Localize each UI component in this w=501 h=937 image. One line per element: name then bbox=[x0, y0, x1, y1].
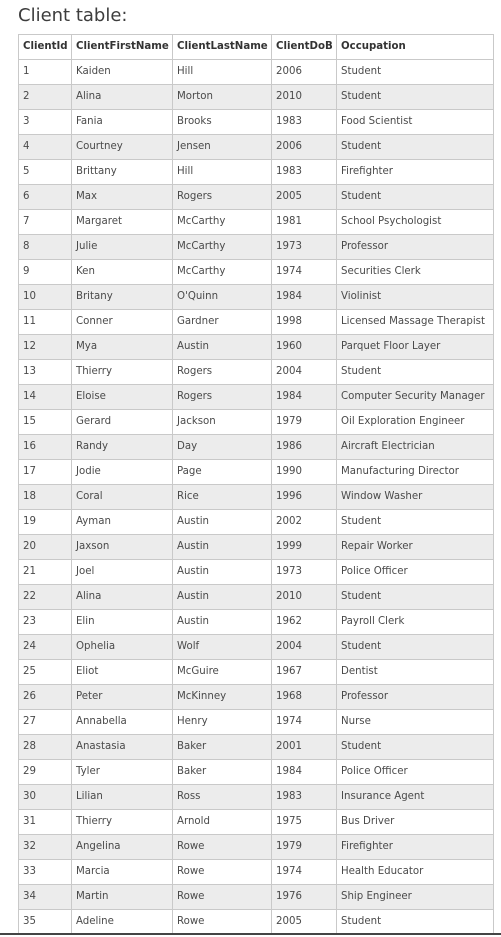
cell-occupation: Police Officer bbox=[337, 560, 494, 585]
cell-client-id: 13 bbox=[19, 360, 72, 385]
cell-first-name: Ken bbox=[72, 260, 173, 285]
cell-client-id: 12 bbox=[19, 335, 72, 360]
cell-client-id: 27 bbox=[19, 710, 72, 735]
cell-first-name: Randy bbox=[72, 435, 173, 460]
cell-occupation: Licensed Massage Therapist bbox=[337, 310, 494, 335]
cell-occupation: Insurance Agent bbox=[337, 785, 494, 810]
cell-last-name: Brooks bbox=[173, 110, 272, 135]
cell-dob: 1974 bbox=[272, 260, 337, 285]
cell-occupation: Bus Driver bbox=[337, 810, 494, 835]
cell-occupation: Securities Clerk bbox=[337, 260, 494, 285]
cell-occupation: Manufacturing Director bbox=[337, 460, 494, 485]
cell-last-name: Jensen bbox=[173, 135, 272, 160]
cell-client-id: 8 bbox=[19, 235, 72, 260]
cell-last-name: Baker bbox=[173, 735, 272, 760]
cell-last-name: Henry bbox=[173, 710, 272, 735]
cell-occupation: School Psychologist bbox=[337, 210, 494, 235]
cell-dob: 2005 bbox=[272, 185, 337, 210]
cell-first-name: Julie bbox=[72, 235, 173, 260]
cell-first-name: Conner bbox=[72, 310, 173, 335]
cell-last-name: Morton bbox=[173, 85, 272, 110]
table-row bbox=[19, 635, 494, 660]
cell-occupation: Health Educator bbox=[337, 860, 494, 885]
cell-client-id: 18 bbox=[19, 485, 72, 510]
cell-occupation: Dentist bbox=[337, 660, 494, 685]
cell-client-id: 9 bbox=[19, 260, 72, 285]
table-row bbox=[19, 585, 494, 610]
cell-dob: 1984 bbox=[272, 385, 337, 410]
table-row bbox=[19, 535, 494, 560]
cell-client-id: 22 bbox=[19, 585, 72, 610]
cell-first-name: Adeline bbox=[72, 910, 173, 935]
cell-first-name: Ayman bbox=[72, 510, 173, 535]
cell-client-id: 2 bbox=[19, 85, 72, 110]
cell-first-name: Mya bbox=[72, 335, 173, 360]
client-table bbox=[18, 34, 494, 935]
cell-client-id: 4 bbox=[19, 135, 72, 160]
cell-last-name: Rowe bbox=[173, 860, 272, 885]
cell-dob: 1986 bbox=[272, 435, 337, 460]
cell-last-name: Rice bbox=[173, 485, 272, 510]
cell-dob: 1973 bbox=[272, 235, 337, 260]
cell-last-name: Austin bbox=[173, 560, 272, 585]
cell-first-name: Thierry bbox=[72, 810, 173, 835]
cell-dob: 1976 bbox=[272, 885, 337, 910]
cell-last-name: Day bbox=[173, 435, 272, 460]
cell-client-id: 34 bbox=[19, 885, 72, 910]
cell-first-name: Eloise bbox=[72, 385, 173, 410]
cell-client-id: 24 bbox=[19, 635, 72, 660]
cell-occupation: Firefighter bbox=[337, 160, 494, 185]
cell-first-name: Fania bbox=[72, 110, 173, 135]
cell-dob: 1968 bbox=[272, 685, 337, 710]
cell-client-id: 21 bbox=[19, 560, 72, 585]
cell-last-name: Rogers bbox=[173, 385, 272, 410]
cell-occupation: Ship Engineer bbox=[337, 885, 494, 910]
table-row bbox=[19, 810, 494, 835]
cell-dob: 1999 bbox=[272, 535, 337, 560]
cell-first-name: Alina bbox=[72, 585, 173, 610]
cell-first-name: Elin bbox=[72, 610, 173, 635]
cell-dob: 1974 bbox=[272, 860, 337, 885]
cell-dob: 1975 bbox=[272, 810, 337, 835]
cell-first-name: Brittany bbox=[72, 160, 173, 185]
cell-first-name: Joel bbox=[72, 560, 173, 585]
cell-dob: 2010 bbox=[272, 585, 337, 610]
table-body bbox=[19, 60, 494, 935]
cell-client-id: 3 bbox=[19, 110, 72, 135]
cell-client-id: 14 bbox=[19, 385, 72, 410]
cell-dob: 1962 bbox=[272, 610, 337, 635]
cell-dob: 1979 bbox=[272, 410, 337, 435]
table-row bbox=[19, 735, 494, 760]
cell-last-name: McKinney bbox=[173, 685, 272, 710]
cell-dob: 1979 bbox=[272, 835, 337, 860]
table-row bbox=[19, 560, 494, 585]
cell-client-id: 5 bbox=[19, 160, 72, 185]
table-row bbox=[19, 860, 494, 885]
cell-occupation: Student bbox=[337, 635, 494, 660]
cell-last-name: Rowe bbox=[173, 885, 272, 910]
cell-client-id: 17 bbox=[19, 460, 72, 485]
cell-first-name: Thierry bbox=[72, 360, 173, 385]
cell-dob: 2010 bbox=[272, 85, 337, 110]
table-row bbox=[19, 410, 494, 435]
cell-first-name: Martin bbox=[72, 885, 173, 910]
cell-first-name: Margaret bbox=[72, 210, 173, 235]
cell-occupation: Window Washer bbox=[337, 485, 494, 510]
table-row bbox=[19, 885, 494, 910]
cell-occupation: Professor bbox=[337, 685, 494, 710]
table-row bbox=[19, 110, 494, 135]
cell-dob: 1983 bbox=[272, 160, 337, 185]
cell-occupation: Violinist bbox=[337, 285, 494, 310]
cell-last-name: Austin bbox=[173, 610, 272, 635]
cell-last-name: Austin bbox=[173, 335, 272, 360]
cell-dob: 2004 bbox=[272, 635, 337, 660]
header-client-id: ClientId bbox=[19, 35, 72, 60]
header-client-dob: ClientDoB bbox=[272, 35, 337, 60]
cell-last-name: Hill bbox=[173, 160, 272, 185]
cell-occupation: Student bbox=[337, 585, 494, 610]
header-row bbox=[19, 35, 494, 60]
cell-last-name: Gardner bbox=[173, 310, 272, 335]
cell-dob: 2002 bbox=[272, 510, 337, 535]
cell-dob: 1960 bbox=[272, 335, 337, 360]
cell-last-name: Rogers bbox=[173, 360, 272, 385]
cell-first-name: Angelina bbox=[72, 835, 173, 860]
cell-last-name: McCarthy bbox=[173, 260, 272, 285]
cell-client-id: 26 bbox=[19, 685, 72, 710]
cell-occupation: Repair Worker bbox=[337, 535, 494, 560]
cell-client-id: 6 bbox=[19, 185, 72, 210]
cell-last-name: McGuire bbox=[173, 660, 272, 685]
cell-occupation: Firefighter bbox=[337, 835, 494, 860]
table-row bbox=[19, 610, 494, 635]
cell-client-id: 10 bbox=[19, 285, 72, 310]
cell-first-name: Anastasia bbox=[72, 735, 173, 760]
cell-first-name: Peter bbox=[72, 685, 173, 710]
cell-client-id: 31 bbox=[19, 810, 72, 835]
table-row bbox=[19, 785, 494, 810]
cell-dob: 1984 bbox=[272, 285, 337, 310]
cell-dob: 1984 bbox=[272, 760, 337, 785]
cell-dob: 2006 bbox=[272, 135, 337, 160]
cell-client-id: 35 bbox=[19, 910, 72, 935]
cell-client-id: 29 bbox=[19, 760, 72, 785]
cell-last-name: Wolf bbox=[173, 635, 272, 660]
cell-client-id: 33 bbox=[19, 860, 72, 885]
table-row bbox=[19, 285, 494, 310]
table-row bbox=[19, 335, 494, 360]
table-row bbox=[19, 385, 494, 410]
cell-client-id: 30 bbox=[19, 785, 72, 810]
cell-dob: 1998 bbox=[272, 310, 337, 335]
cell-dob: 1996 bbox=[272, 485, 337, 510]
table-row bbox=[19, 760, 494, 785]
page-title: Client table: bbox=[18, 5, 128, 26]
table-row bbox=[19, 910, 494, 935]
cell-last-name: McCarthy bbox=[173, 235, 272, 260]
cell-last-name: Austin bbox=[173, 585, 272, 610]
cell-first-name: Coral bbox=[72, 485, 173, 510]
table-row bbox=[19, 60, 494, 85]
cell-dob: 1974 bbox=[272, 710, 337, 735]
cell-dob: 2001 bbox=[272, 735, 337, 760]
header-client-first-name: ClientFirstName bbox=[72, 35, 173, 60]
table-row bbox=[19, 510, 494, 535]
cell-last-name: Austin bbox=[173, 535, 272, 560]
table-row bbox=[19, 460, 494, 485]
table-row bbox=[19, 85, 494, 110]
cell-first-name: Ophelia bbox=[72, 635, 173, 660]
cell-first-name: Tyler bbox=[72, 760, 173, 785]
cell-occupation: Aircraft Electrician bbox=[337, 435, 494, 460]
cell-last-name: Baker bbox=[173, 760, 272, 785]
cell-client-id: 32 bbox=[19, 835, 72, 860]
cell-first-name: Jodie bbox=[72, 460, 173, 485]
cell-last-name: Page bbox=[173, 460, 272, 485]
table-row bbox=[19, 360, 494, 385]
cell-dob: 1973 bbox=[272, 560, 337, 585]
cell-dob: 1983 bbox=[272, 785, 337, 810]
cell-occupation: Nurse bbox=[337, 710, 494, 735]
cell-occupation: Computer Security Manager bbox=[337, 385, 494, 410]
cell-occupation: Student bbox=[337, 85, 494, 110]
cell-client-id: 23 bbox=[19, 610, 72, 635]
cell-client-id: 11 bbox=[19, 310, 72, 335]
cell-client-id: 7 bbox=[19, 210, 72, 235]
table-row bbox=[19, 210, 494, 235]
cell-first-name: Courtney bbox=[72, 135, 173, 160]
cell-occupation: Student bbox=[337, 135, 494, 160]
cell-first-name: Lilian bbox=[72, 785, 173, 810]
table-row bbox=[19, 835, 494, 860]
table-header bbox=[19, 35, 494, 60]
cell-last-name: Hill bbox=[173, 60, 272, 85]
table-row bbox=[19, 435, 494, 460]
cell-last-name: O'Quinn bbox=[173, 285, 272, 310]
cell-first-name: Eliot bbox=[72, 660, 173, 685]
cell-occupation: Food Scientist bbox=[337, 110, 494, 135]
cell-first-name: Kaiden bbox=[72, 60, 173, 85]
cell-client-id: 28 bbox=[19, 735, 72, 760]
cell-dob: 2005 bbox=[272, 910, 337, 935]
cell-occupation: Professor bbox=[337, 235, 494, 260]
cell-dob: 2004 bbox=[272, 360, 337, 385]
cell-dob: 1981 bbox=[272, 210, 337, 235]
cell-last-name: Jackson bbox=[173, 410, 272, 435]
cell-client-id: 20 bbox=[19, 535, 72, 560]
cell-client-id: 19 bbox=[19, 510, 72, 535]
bottom-divider bbox=[0, 933, 501, 935]
cell-client-id: 16 bbox=[19, 435, 72, 460]
cell-first-name: Gerard bbox=[72, 410, 173, 435]
cell-occupation: Oil Exploration Engineer bbox=[337, 410, 494, 435]
cell-occupation: Police Officer bbox=[337, 760, 494, 785]
table-row bbox=[19, 185, 494, 210]
header-occupation: Occupation bbox=[337, 35, 494, 60]
table-row bbox=[19, 160, 494, 185]
table-row bbox=[19, 310, 494, 335]
cell-occupation: Payroll Clerk bbox=[337, 610, 494, 635]
cell-first-name: Alina bbox=[72, 85, 173, 110]
table-row bbox=[19, 710, 494, 735]
cell-occupation: Student bbox=[337, 735, 494, 760]
cell-first-name: Marcia bbox=[72, 860, 173, 885]
header-client-last-name: ClientLastName bbox=[173, 35, 272, 60]
cell-last-name: Rowe bbox=[173, 910, 272, 935]
cell-occupation: Student bbox=[337, 910, 494, 935]
cell-dob: 1983 bbox=[272, 110, 337, 135]
cell-last-name: Rowe bbox=[173, 835, 272, 860]
cell-last-name: Arnold bbox=[173, 810, 272, 835]
cell-first-name: Jaxson bbox=[72, 535, 173, 560]
cell-dob: 2006 bbox=[272, 60, 337, 85]
cell-client-id: 15 bbox=[19, 410, 72, 435]
cell-first-name: Annabella bbox=[72, 710, 173, 735]
table-row bbox=[19, 685, 494, 710]
table-row bbox=[19, 485, 494, 510]
cell-dob: 1990 bbox=[272, 460, 337, 485]
cell-dob: 1967 bbox=[272, 660, 337, 685]
cell-first-name: Max bbox=[72, 185, 173, 210]
cell-last-name: Austin bbox=[173, 510, 272, 535]
cell-last-name: McCarthy bbox=[173, 210, 272, 235]
cell-occupation: Student bbox=[337, 60, 494, 85]
table-row bbox=[19, 135, 494, 160]
cell-occupation: Student bbox=[337, 510, 494, 535]
cell-client-id: 1 bbox=[19, 60, 72, 85]
cell-occupation: Student bbox=[337, 360, 494, 385]
cell-occupation: Parquet Floor Layer bbox=[337, 335, 494, 360]
cell-last-name: Rogers bbox=[173, 185, 272, 210]
table-row bbox=[19, 660, 494, 685]
table-row bbox=[19, 260, 494, 285]
cell-first-name: Britany bbox=[72, 285, 173, 310]
table-row bbox=[19, 235, 494, 260]
cell-client-id: 25 bbox=[19, 660, 72, 685]
cell-last-name: Ross bbox=[173, 785, 272, 810]
cell-occupation: Student bbox=[337, 185, 494, 210]
